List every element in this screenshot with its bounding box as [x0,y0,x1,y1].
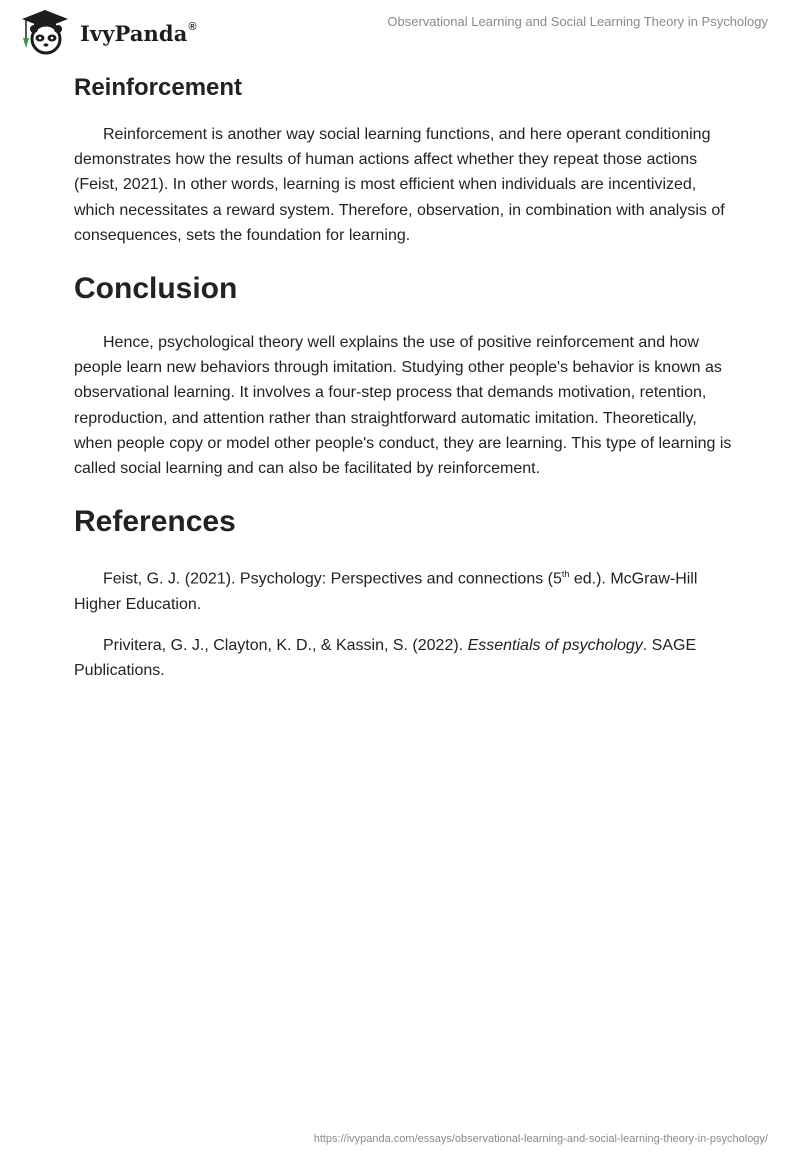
heading-conclusion: Conclusion [74,272,238,306]
ivypanda-logo[interactable] [16,8,197,56]
heading-reinforcement: Reinforcement [74,74,243,101]
reference-entry: Feist, G. J. (2021). Psychology: Perspectives and connections (5th ed.). McGraw-Hill Higher Education. [74,569,698,613]
paragraph-reinforcement: Reinforcement is another way social learning functions, and here operant conditioning demonstrates how the results of human actions affect whether they repeat those actions (Feist, 2021). In other words, learning is most efficient when individuals are incentivized, which necessitates a reward system. Therefore, observation, in combination with analysis of consequences, sets the foundation for learning. [74,126,725,244]
panda-graduate-icon [16,8,74,56]
heading-references: References [74,505,236,539]
source-url-link[interactable]: https://ivypanda.com/essays/observational-learning-and-social-learning-theory-in-psychology/ [313,1133,768,1145]
essay-body [74,72,734,683]
logo-wordmark: IvyPanda® [80,20,197,46]
reference-entry: Privitera, G. J., Clayton, K. D., & Kassin, S. (2022). Essentials of psychology. SAGE Publications. [74,636,697,679]
paragraph-conclusion: Hence, psychological theory well explains the use of positive reinforcement and how people learn new behaviors through imitation. Studying other people's behavior is known as observational learning. It involves a four-step process that demands motivation, retention, reproduction, and attention rather than straightforward automatic imitation. Theoretically, when people copy or model other people's conduct, they are learning. This type of learning is called social learning and can also be facilitated by reinforcement. [74,334,732,478]
document-title: Observational Learning and Social Learning Theory in Psychology [387,14,768,29]
